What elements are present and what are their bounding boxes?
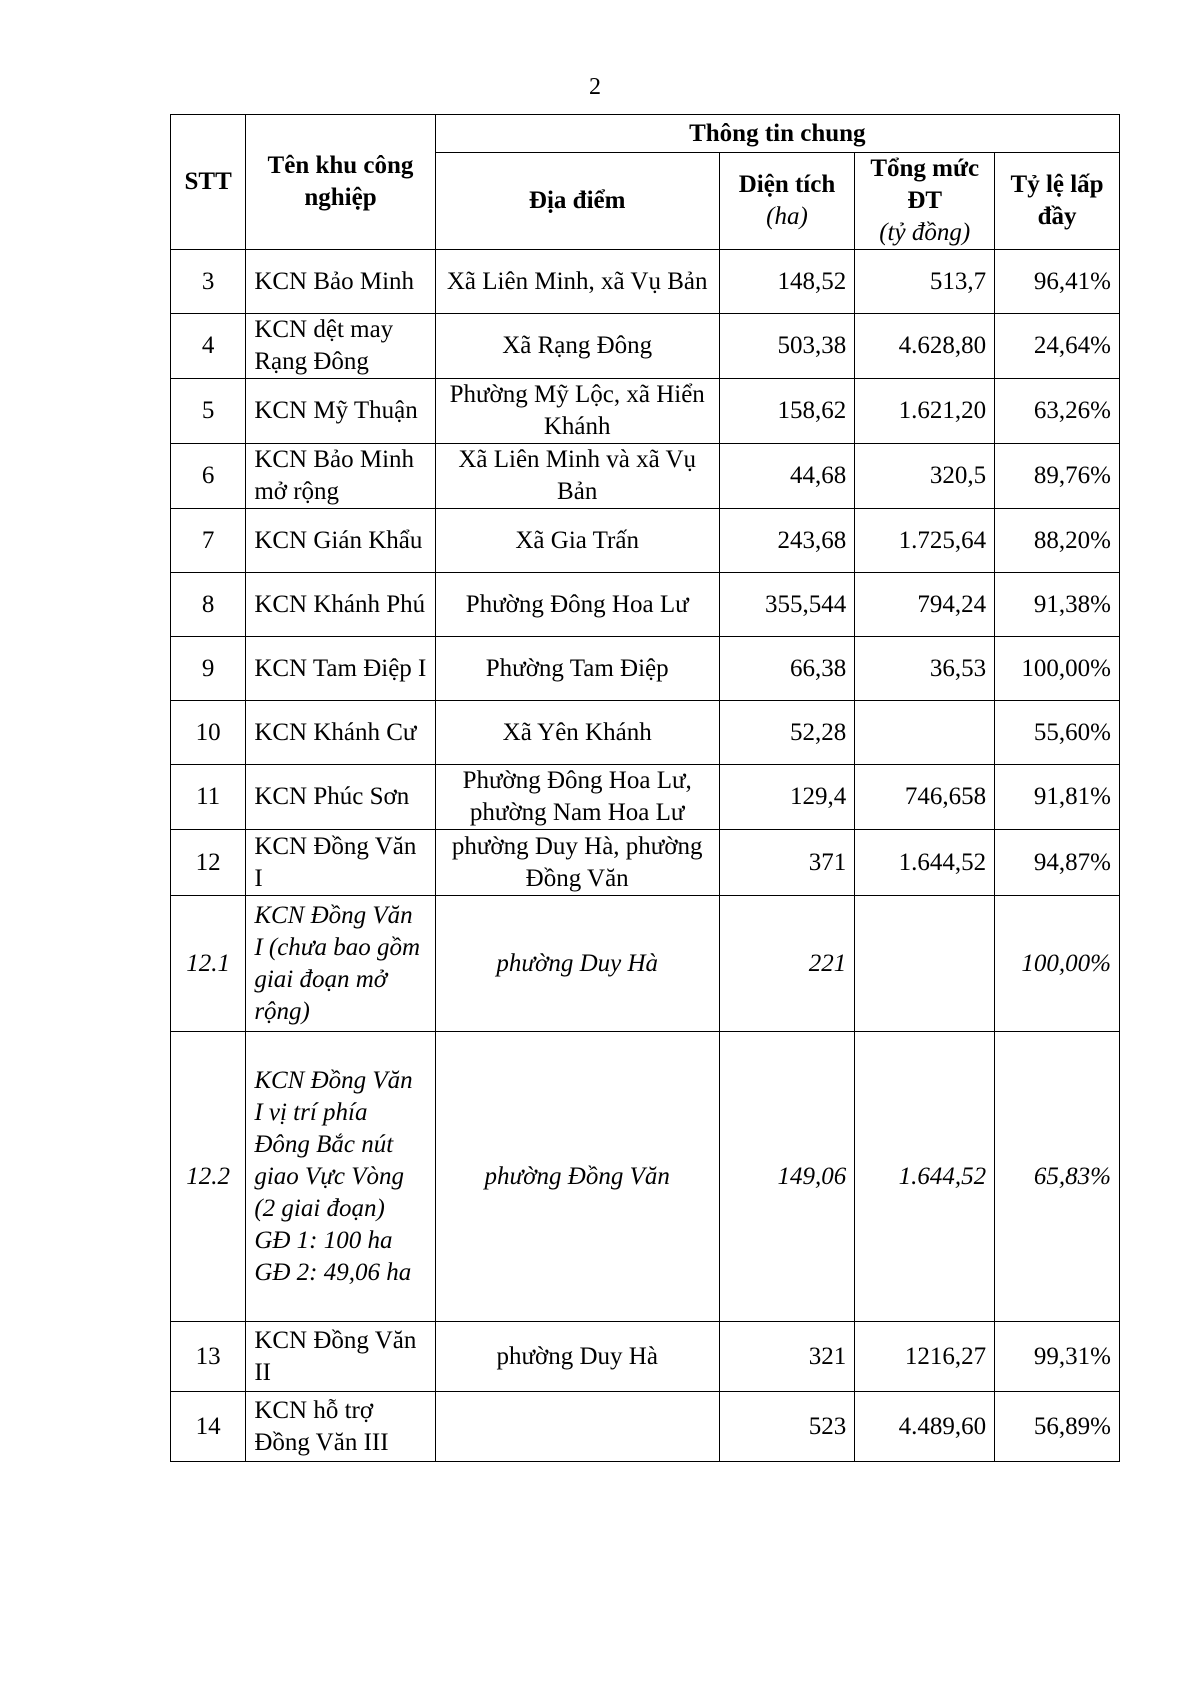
cell-fill-rate: 100,00%	[995, 896, 1120, 1032]
header-location: Địa điểm	[435, 153, 719, 250]
cell-name: KCN Khánh Cư	[246, 701, 435, 765]
header-area-unit: (ha)	[766, 203, 808, 230]
cell-investment: 320,5	[855, 444, 995, 509]
cell-investment: 513,7	[855, 250, 995, 314]
header-stt: STT	[171, 115, 246, 250]
cell-stt: 10	[171, 701, 246, 765]
cell-fill-rate: 88,20%	[995, 509, 1120, 573]
cell-stt: 8	[171, 573, 246, 637]
cell-fill-rate: 63,26%	[995, 379, 1120, 444]
cell-area: 503,38	[719, 314, 855, 379]
cell-location: Phường Đông Hoa Lư, phường Nam Hoa Lư	[435, 765, 719, 830]
cell-area: 221	[719, 896, 855, 1032]
header-investment	[855, 153, 995, 250]
cell-fill-rate: 91,81%	[995, 765, 1120, 830]
cell-stt: 9	[171, 637, 246, 701]
cell-area: 321	[719, 1322, 855, 1392]
cell-fill-rate: 91,38%	[995, 573, 1120, 637]
cell-location: phường Đồng Văn	[435, 1032, 719, 1322]
header-name: Tên khu công nghiệp	[246, 115, 435, 250]
cell-stt: 12.1	[171, 896, 246, 1032]
cell-stt: 5	[171, 379, 246, 444]
cell-area: 52,28	[719, 701, 855, 765]
cell-location: phường Duy Hà	[435, 1322, 719, 1392]
table-row	[171, 637, 1120, 701]
cell-fill-rate: 99,31%	[995, 1322, 1120, 1392]
table-row	[171, 379, 1120, 444]
header-general-info: Thông tin chung	[435, 115, 1119, 153]
table-row	[171, 1322, 1120, 1392]
cell-location: phường Duy Hà, phường Đồng Văn	[435, 830, 719, 896]
cell-area: 149,06	[719, 1032, 855, 1322]
cell-name: KCN Đồng Văn II	[246, 1322, 435, 1392]
cell-investment: 4.628,80	[855, 314, 995, 379]
cell-area: 129,4	[719, 765, 855, 830]
cell-name: KCN Khánh Phú	[246, 573, 435, 637]
header-investment-label: Tổng mức ĐT	[870, 155, 980, 214]
cell-stt: 13	[171, 1322, 246, 1392]
cell-location: Xã Liên Minh và xã Vụ Bản	[435, 444, 719, 509]
table-row	[171, 1392, 1120, 1462]
cell-stt: 12	[171, 830, 246, 896]
cell-investment: 1216,27	[855, 1322, 995, 1392]
cell-fill-rate: 55,60%	[995, 701, 1120, 765]
cell-fill-rate: 24,64%	[995, 314, 1120, 379]
cell-location: phường Duy Hà	[435, 896, 719, 1032]
cell-investment: 794,24	[855, 573, 995, 637]
cell-name: KCN Bảo Minh mở rộng	[246, 444, 435, 509]
cell-location	[435, 1392, 719, 1462]
cell-investment: 1.621,20	[855, 379, 995, 444]
cell-area: 44,68	[719, 444, 855, 509]
cell-fill-rate: 96,41%	[995, 250, 1120, 314]
header-area-label: Diện tích	[738, 171, 836, 198]
table-row	[171, 701, 1120, 765]
cell-stt: 14	[171, 1392, 246, 1462]
cell-name: KCN Đồng Văn I	[246, 830, 435, 896]
industrial-zones-table	[170, 114, 1120, 1462]
cell-stt: 11	[171, 765, 246, 830]
cell-investment: 1.644,52	[855, 830, 995, 896]
cell-investment: 36,53	[855, 637, 995, 701]
cell-fill-rate: 56,89%	[995, 1392, 1120, 1462]
cell-area: 523	[719, 1392, 855, 1462]
cell-investment: 1.644,52	[855, 1032, 995, 1322]
cell-location: Xã Yên Khánh	[435, 701, 719, 765]
table-row	[171, 444, 1120, 509]
cell-stt: 4	[171, 314, 246, 379]
page-number: 2	[589, 74, 601, 100]
cell-area: 243,68	[719, 509, 855, 573]
cell-fill-rate: 65,83%	[995, 1032, 1120, 1322]
table-row	[171, 896, 1120, 1032]
cell-location: Phường Đông Hoa Lư	[435, 573, 719, 637]
cell-area: 371	[719, 830, 855, 896]
cell-fill-rate: 100,00%	[995, 637, 1120, 701]
table-row	[171, 509, 1120, 573]
cell-area: 148,52	[719, 250, 855, 314]
cell-stt: 6	[171, 444, 246, 509]
table-header	[171, 115, 1120, 250]
cell-location: Xã Liên Minh, xã Vụ Bản	[435, 250, 719, 314]
cell-name: KCN Gián Khẩu	[246, 509, 435, 573]
cell-stt: 3	[171, 250, 246, 314]
header-investment-unit: (tỷ đồng)	[879, 219, 971, 246]
cell-investment	[855, 701, 995, 765]
cell-investment: 4.489,60	[855, 1392, 995, 1462]
cell-stt: 7	[171, 509, 246, 573]
cell-name: KCN hỗ trợ Đồng Văn III	[246, 1392, 435, 1462]
cell-investment: 1.725,64	[855, 509, 995, 573]
cell-name: KCN Phúc Sơn	[246, 765, 435, 830]
cell-stt: 12.2	[171, 1032, 246, 1322]
table-row	[171, 1032, 1120, 1322]
cell-fill-rate: 89,76%	[995, 444, 1120, 509]
header-area	[719, 153, 855, 250]
cell-fill-rate: 94,87%	[995, 830, 1120, 896]
cell-location: Xã Rạng Đông	[435, 314, 719, 379]
cell-name: KCN Đồng Văn I vị trí phía Đông Bắc nút giao Vực Vòng (2 giai đoạn) GĐ 1: 100 ha GĐ 2: 49,06 ha	[246, 1032, 435, 1322]
cell-name: KCN Đồng Văn I (chưa bao gồm giai đoạn mở rộng)	[246, 896, 435, 1032]
cell-name: KCN Bảo Minh	[246, 250, 435, 314]
cell-area: 66,38	[719, 637, 855, 701]
cell-location: Xã Gia Trấn	[435, 509, 719, 573]
table-row	[171, 830, 1120, 896]
cell-location: Phường Tam Điệp	[435, 637, 719, 701]
table-row	[171, 573, 1120, 637]
cell-name: KCN Mỹ Thuận	[246, 379, 435, 444]
cell-area: 355,544	[719, 573, 855, 637]
cell-investment	[855, 896, 995, 1032]
table-row	[171, 314, 1120, 379]
table-row	[171, 765, 1120, 830]
cell-investment: 746,658	[855, 765, 995, 830]
cell-name: KCN dệt may Rạng Đông	[246, 314, 435, 379]
header-fill-rate: Tỷ lệ lấp đầy	[995, 153, 1120, 250]
cell-area: 158,62	[719, 379, 855, 444]
cell-location: Phường Mỹ Lộc, xã Hiển Khánh	[435, 379, 719, 444]
table-row	[171, 250, 1120, 314]
cell-name: KCN Tam Điệp I	[246, 637, 435, 701]
